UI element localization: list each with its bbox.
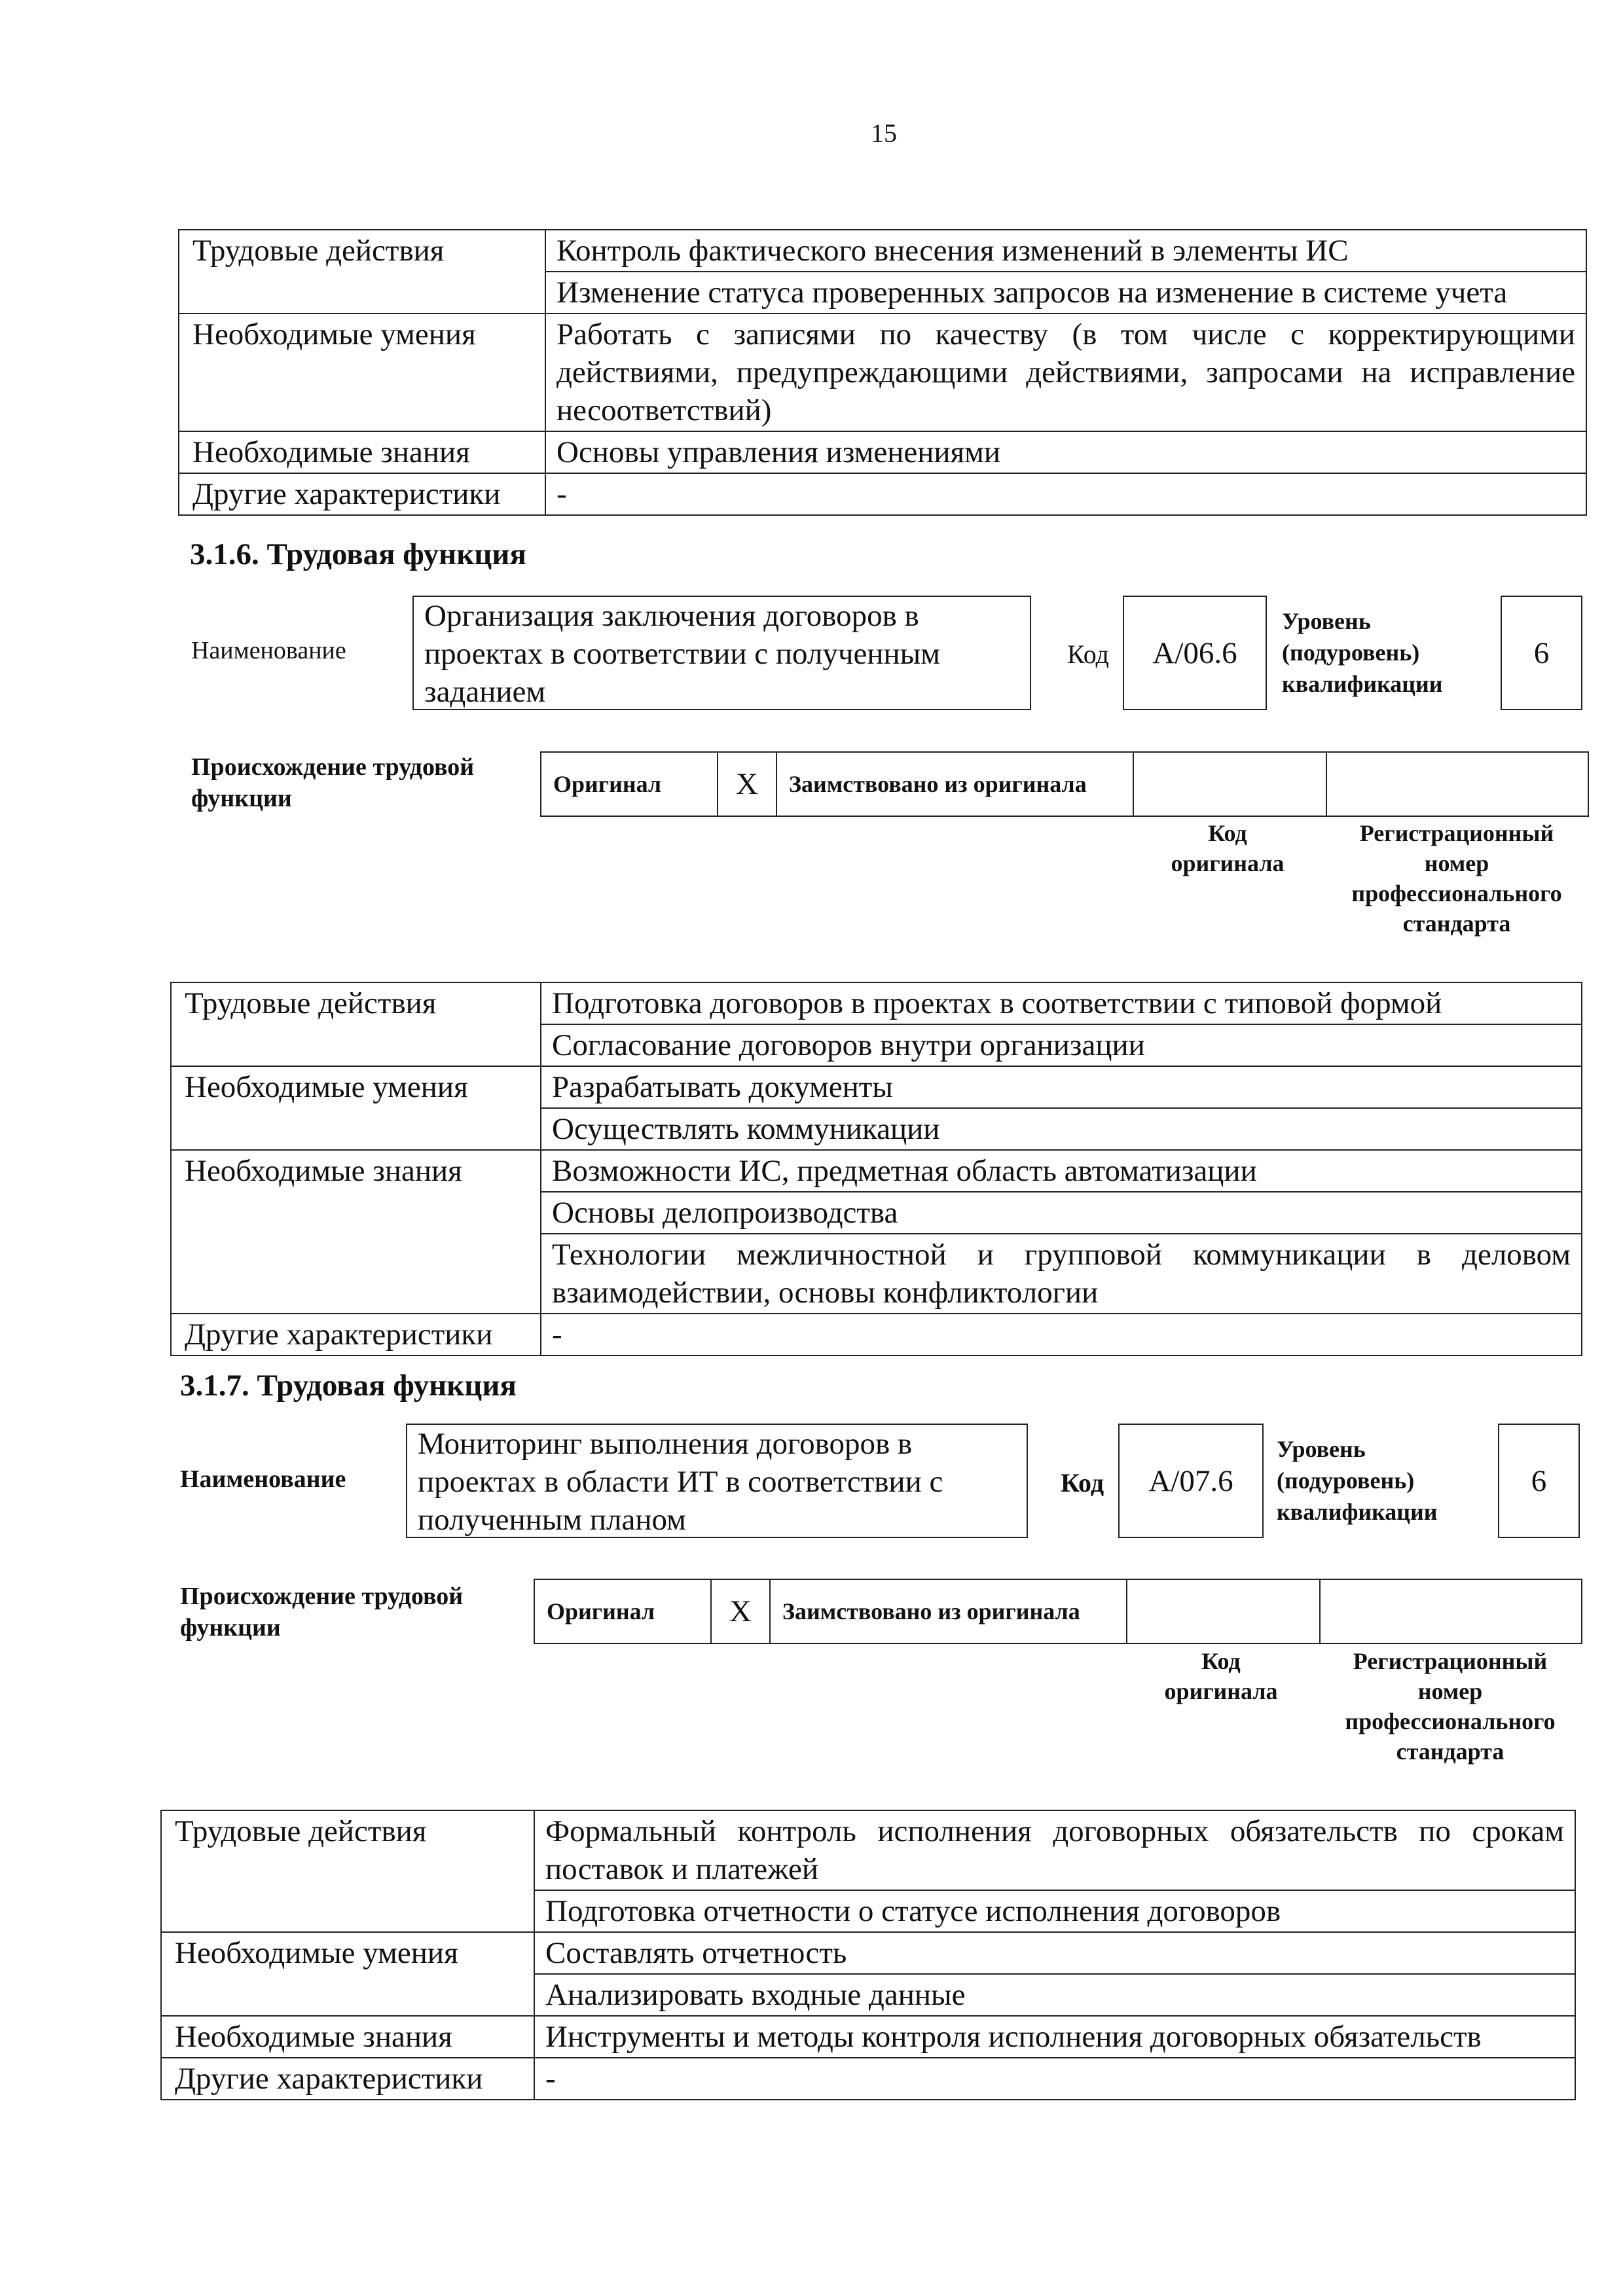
origin-label [191,751,474,814]
code-label: Код [1061,1468,1104,1498]
origin-original: Оригинал [541,752,718,816]
row-label: Другие характеристики [171,1314,541,1355]
caption-line: оригинала [1171,850,1285,876]
table-row [179,314,1586,431]
cell-value: Инструменты и методы контроля исполнения договорных обязательств [534,2016,1575,2058]
section-title-317: 3.1.7. Трудовая функция [180,1369,517,1403]
level-label-line: (подуровень) [1277,1467,1415,1494]
row-label: Другие характеристики [161,2058,534,2100]
caption-line: стандарта [1402,910,1511,937]
requirements-table-317 [160,1810,1576,2100]
origin-label-line: Происхождение трудовой [191,753,475,781]
cell-value: Основы управления изменениями [545,431,1586,473]
caption-code [1133,818,1322,878]
name-label: Наименование [191,637,346,664]
cell-value: - [534,2058,1575,2100]
table-row [161,1932,1575,1974]
cell-value: Изменение статуса проверенных запросов на изменение в системе учета [545,272,1586,314]
row-label: Необходимые умения [161,1932,534,2016]
row-label: Трудовые действия [161,1810,534,1932]
level-box: 6 [1501,596,1582,710]
table-row [171,1150,1582,1192]
caption-line: номер [1417,1678,1483,1704]
cell-value: Согласование договоров внутри организации [541,1024,1582,1066]
cell-value: Работать с записями по качеству (в том числе с корректирующими действиями, предупреждающими действиями, запросами на исправление несоответствий) [545,314,1586,431]
origin-table [534,1579,1582,1644]
caption-reg [1319,1646,1581,1767]
cell-value: Разрабатывать документы [541,1066,1582,1108]
origin-code-cell [1127,1579,1320,1643]
top-requirements-table [178,229,1587,516]
origin-original: Оригинал [534,1579,711,1643]
function-name-box: Организация заключения договоров в проектах в соответствии с полученным заданием [412,596,1031,710]
cell-value: Подготовка отчетности о статусе исполнения договоров [534,1890,1575,1932]
cell-value: - [541,1314,1582,1355]
table-row [171,1314,1582,1355]
caption-reg [1326,818,1588,939]
section-title-316: 3.1.6. Трудовая функция [190,537,526,571]
caption-line: Регистрационный [1353,1648,1548,1674]
row-label: Необходимые знания [161,2016,534,2058]
table-row [179,431,1586,473]
table-row [534,1579,1582,1643]
caption-line: профессионального [1351,880,1562,906]
cell-value: Основы делопроизводства [541,1192,1582,1234]
origin-reg-cell [1320,1579,1582,1643]
level-label [1282,605,1443,700]
level-label-line: квалификации [1277,1499,1438,1525]
row-label: Другие характеристики [179,473,545,515]
origin-label-line: Происхождение трудовой [180,1583,464,1610]
caption-line: номер [1424,850,1489,876]
origin-label-line: функции [191,785,292,812]
function-name-box: Мониторинг выполнения договоров в проектах в области ИТ в соответствии с полученным планом [406,1424,1028,1538]
caption-code [1126,1646,1316,1706]
row-label: Необходимые знания [179,431,545,473]
code-box: A/06.6 [1123,596,1267,710]
page-number: 15 [871,118,897,148]
origin-label-line: функции [180,1614,281,1641]
origin-mark: X [718,752,776,816]
table-row [541,752,1588,816]
origin-table [540,751,1589,817]
level-label [1277,1433,1438,1528]
code-label: Код [1067,639,1109,669]
row-label: Трудовые действия [171,982,541,1066]
table-row [171,1066,1582,1108]
origin-borrowed: Заимствовано из оригинала [776,752,1133,816]
origin-borrowed: Заимствовано из оригинала [770,1579,1127,1643]
level-label-line: (подуровень) [1282,639,1420,666]
name-label: Наименование [180,1465,346,1493]
caption-line: Код [1201,1648,1241,1674]
row-label: Необходимые знания [171,1150,541,1314]
origin-code-cell [1133,752,1326,816]
row-label: Необходимые умения [171,1066,541,1150]
cell-value: Анализировать входные данные [534,1974,1575,2016]
cell-value: Контроль фактического внесения изменений в элементы ИС [545,230,1586,272]
cell-value: - [545,473,1586,515]
caption-line: Код [1208,820,1247,846]
caption-line: Регистрационный [1359,820,1554,846]
caption-line: профессионального [1345,1708,1556,1734]
origin-label [180,1581,463,1643]
cell-value: Возможности ИС, предметная область автоматизации [541,1150,1582,1192]
requirements-table-316 [170,982,1582,1356]
caption-line: стандарта [1396,1738,1504,1765]
level-label-line: Уровень [1282,608,1371,634]
row-label: Необходимые умения [179,314,545,431]
origin-reg-cell [1326,752,1588,816]
table-row [179,230,1586,272]
cell-value: Составлять отчетность [534,1932,1575,1974]
level-label-line: Уровень [1277,1436,1366,1462]
row-label: Трудовые действия [179,230,545,314]
table-row [179,473,1586,515]
cell-value: Осуществлять коммуникации [541,1108,1582,1150]
level-label-line: квалификации [1282,671,1443,697]
table-row [171,982,1582,1024]
origin-mark: X [711,1579,770,1643]
level-box: 6 [1498,1424,1580,1538]
cell-value: Подготовка договоров в проектах в соответствии с типовой формой [541,982,1582,1024]
table-row [161,2016,1575,2058]
caption-line: оригинала [1164,1678,1278,1704]
cell-value: Технологии межличностной и групповой коммуникации в деловом взаимодействии, основы конфликтологии [541,1234,1582,1314]
table-row [161,2058,1575,2100]
table-row [161,1810,1575,1890]
code-box: A/07.6 [1118,1424,1264,1538]
cell-value: Формальный контроль исполнения договорных обязательств по срокам поставок и платежей [534,1810,1575,1890]
